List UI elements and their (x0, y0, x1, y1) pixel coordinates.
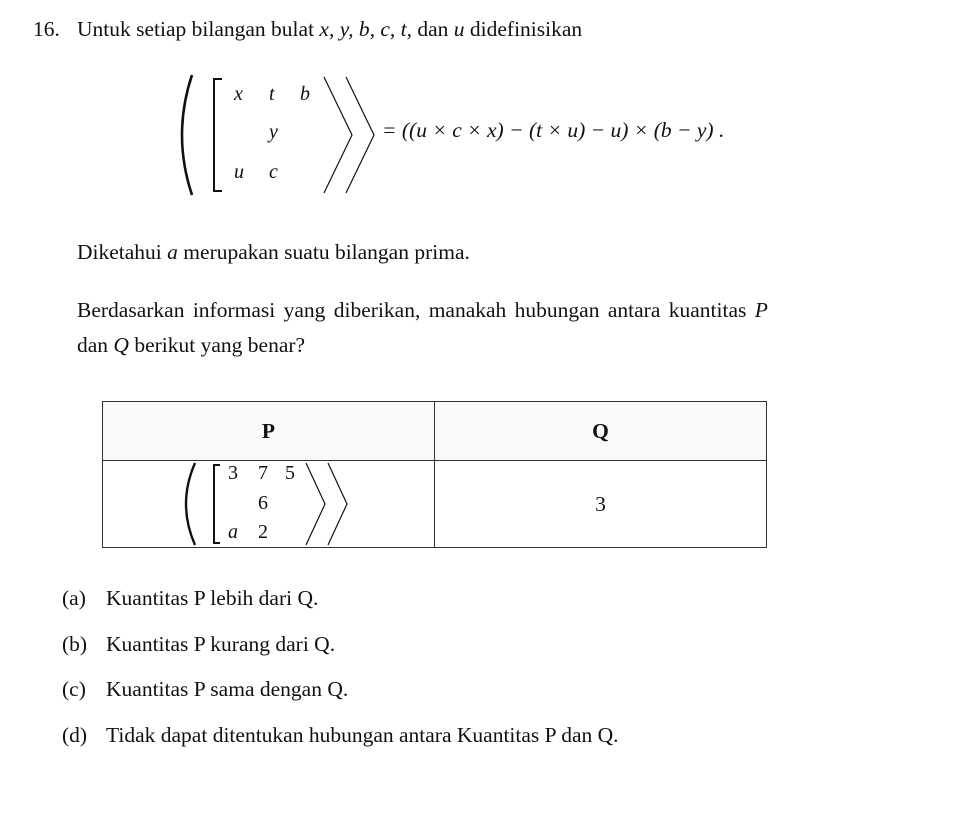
matrix-cell-x: x (234, 83, 243, 105)
option-label: (b) (62, 632, 88, 656)
table-header-row (103, 402, 767, 461)
given-text-before: Diketahui (77, 240, 168, 264)
matrix-cell-c: c (269, 161, 278, 183)
header-p: P (103, 402, 435, 461)
given-statement (77, 240, 470, 265)
right-angle-1-icon (306, 463, 325, 545)
option-text: Kuantitas P kurang dari Q. (106, 632, 336, 656)
table-row (103, 461, 767, 548)
right-angle-2-icon (328, 463, 347, 545)
option-c[interactable] (62, 677, 348, 702)
p-cell-6: 6 (258, 492, 268, 514)
question-number: 16. (33, 17, 60, 41)
prompt-line2-after: berikut yang benar? (128, 333, 306, 357)
intro-variable-u: u (453, 17, 465, 41)
matrix-cell-u: u (234, 161, 244, 183)
question-prompt (77, 298, 897, 358)
p-cell-5: 5 (285, 462, 295, 484)
prompt-line-1 (77, 298, 897, 323)
p-cell-a: a (228, 521, 238, 543)
option-label: (a) (62, 586, 86, 610)
option-label: (c) (62, 677, 86, 701)
matrix-cell-t: t (269, 83, 275, 105)
option-text: Tidak dapat ditentukan hubungan antara Kuantitas P dan Q. (106, 723, 619, 747)
matrix-cell-y: y (269, 121, 278, 143)
prompt-line1-text: Berdasarkan informasi yang diberikan, manakah hubungan antara kuantitas (77, 298, 755, 322)
definition-formula (170, 73, 810, 198)
option-d[interactable] (62, 723, 619, 748)
p-cell-3: 3 (228, 462, 238, 484)
p-cell-7: 7 (258, 462, 268, 484)
option-b[interactable] (62, 632, 335, 657)
intro-text-after: didefinisikan (464, 17, 583, 41)
right-angle-2-icon (346, 77, 374, 193)
option-a[interactable] (62, 586, 318, 611)
prompt-line2-text: dan (77, 333, 114, 357)
given-variable-a: a (167, 240, 178, 264)
option-text: Kuantitas P lebih dari Q. (106, 586, 319, 610)
prompt-var-p: P (754, 298, 768, 322)
intro-text-middle: dan (411, 17, 454, 41)
left-square-bracket-icon (214, 79, 222, 191)
comparison-table (102, 401, 767, 548)
left-square-bracket-icon (214, 465, 220, 543)
cell-p (103, 461, 435, 548)
definition-rhs: = ((u × c × x) − (t × u) − u) × (b − y) . (382, 118, 725, 142)
prompt-var-q: Q (113, 333, 129, 357)
header-q: Q (435, 402, 767, 461)
given-text-after: merupakan suatu bilangan prima. (177, 240, 470, 264)
option-text: Kuantitas P sama dengan Q. (106, 677, 349, 701)
right-angle-1-icon (324, 77, 352, 193)
question-intro (77, 17, 582, 42)
prompt-line-2 (77, 333, 897, 358)
intro-variables: x, y, b, c, t, (319, 17, 412, 41)
left-paren-icon (186, 463, 195, 545)
intro-text-before: Untuk setiap bilangan bulat (77, 17, 320, 41)
left-paren-icon (182, 75, 192, 195)
matrix-cell-b: b (300, 83, 310, 105)
p-cell-2: 2 (258, 521, 268, 543)
cell-q: 3 (435, 461, 767, 548)
option-label: (d) (62, 723, 88, 747)
p-matrix-expression (161, 461, 361, 547)
